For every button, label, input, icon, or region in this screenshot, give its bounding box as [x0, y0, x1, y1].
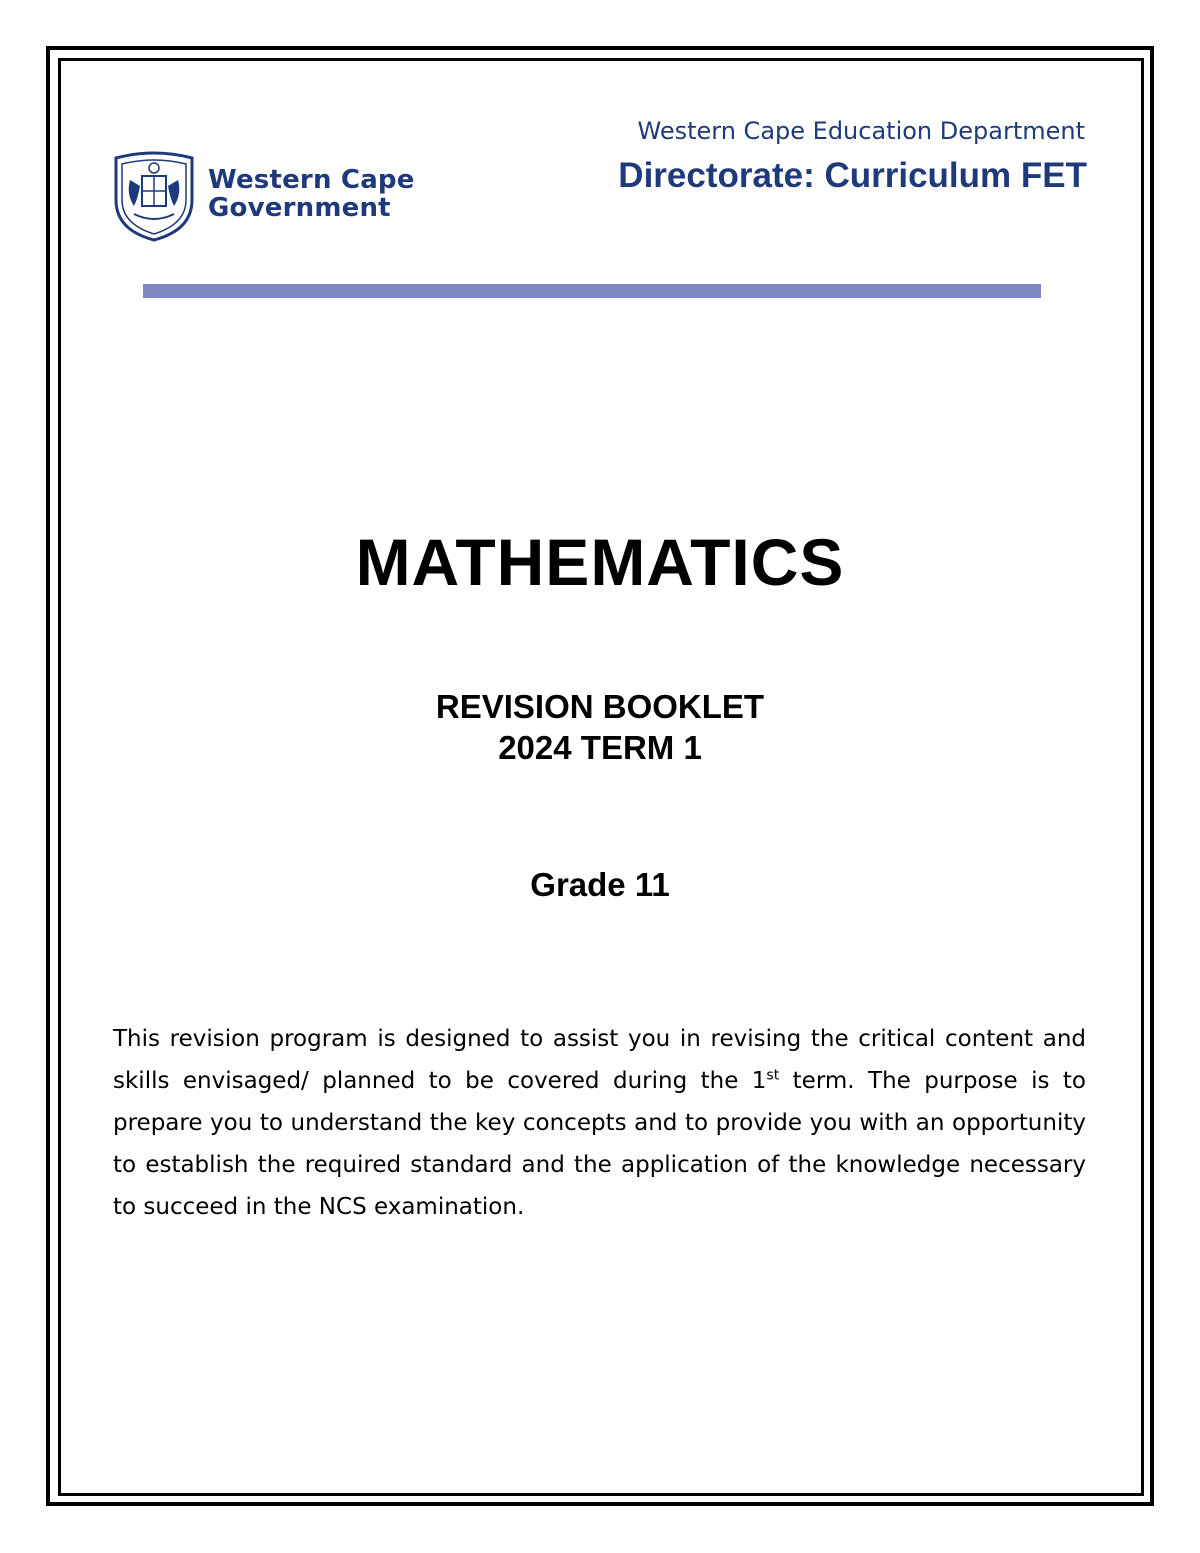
intro-text-part-1: This revision program is designed to assist you in revising the critical content and skills envisaged/ planned to be covered during the 1 — [113, 1026, 1086, 1094]
grade-label: Grade 11 — [530, 866, 670, 903]
logo-line-1: Western Cape — [208, 165, 415, 195]
intro-text-part-2: term. The purpose is to prepare you to understand the key concepts and to provide you with an opportunity to establish the required standard and the application of the knowledge necessary to succeed in the NCS examination. — [113, 1068, 1087, 1220]
booklet-line-2: 2024 TERM 1 — [498, 729, 702, 766]
intro-superscript: st — [766, 1067, 780, 1084]
coat-of-arms-icon — [108, 146, 200, 242]
department-name: Western Cape Education Department — [637, 117, 1085, 145]
logo-wordmark — [208, 166, 415, 222]
subject-title: MATHEMATICS — [355, 525, 845, 599]
header-divider — [143, 284, 1041, 298]
logo-line-2: Government — [208, 193, 391, 223]
page-border-inner — [58, 58, 1144, 1496]
government-logo — [108, 146, 415, 242]
booklet-line-1: REVISION BOOKLET — [435, 688, 765, 725]
booklet-subtitle — [0, 686, 1200, 768]
directorate-name: Directorate: Curriculum FET — [618, 156, 1087, 195]
intro-paragraph — [113, 1018, 1086, 1228]
